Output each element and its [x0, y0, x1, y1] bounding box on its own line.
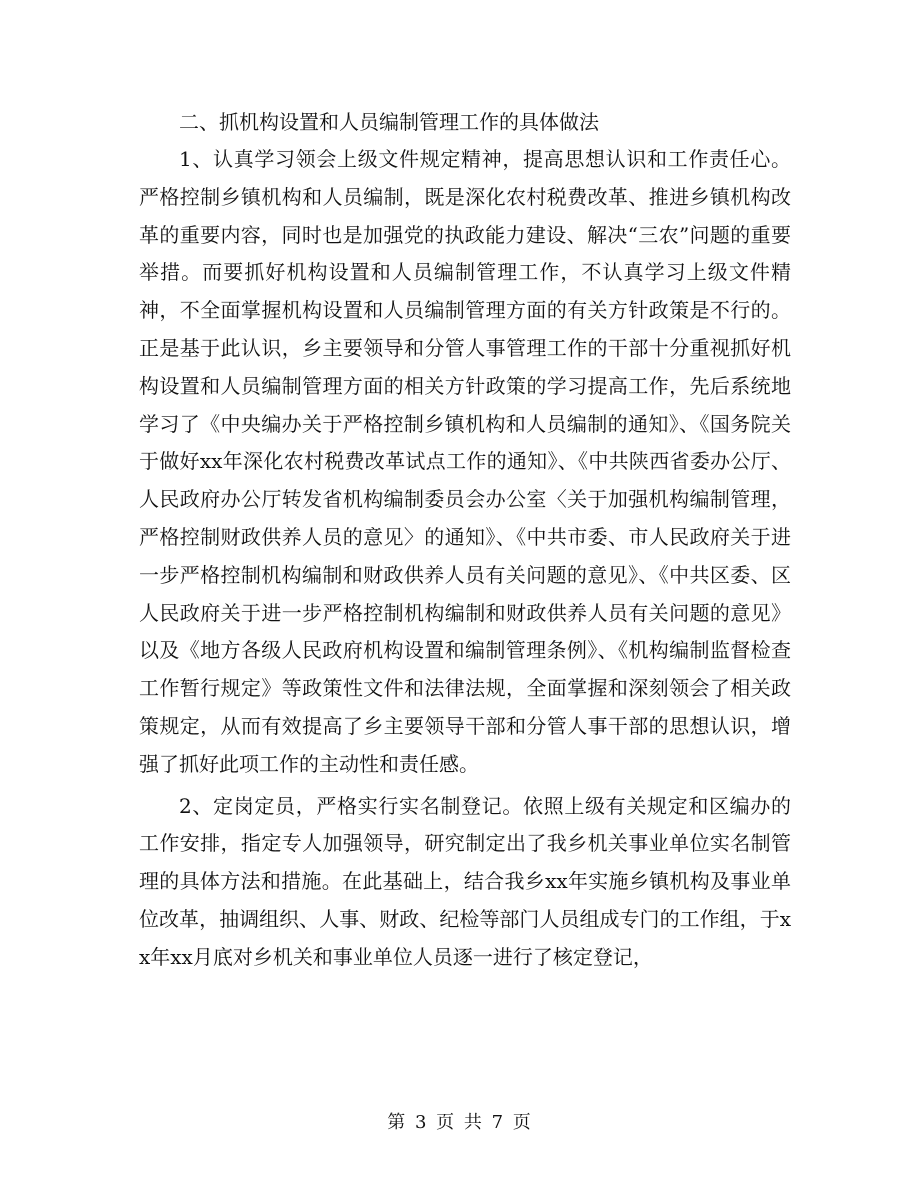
paragraph-1: 1、认真学习领会上级文件规定精神，提高思想认识和工作责任心。严格控制乡镇机构和人员编制，既是深化农村税费改革、推进乡镇机构改革的重要内容，同时也是加强党的执政能力建设、解决“三农”问题的重要举措。而要抓好机构设置和人员编制管理工作，不认真学习上级文件精神，不全面掌握机构设置和人员编制管理方面的有关方针政策是不行的。正是基于此认识，乡主要领导和分管人事管理工作的干部十分重视抓好机构设置和人员编制管理方面的相关方针政策的学习提高工作，先后系统地学习了《中央编办关于严格控制乡镇机构和人员编制的通知》、《国务院关于做好xx年深化农村税费改革试点工作的通知》、《中共陕西省委办公厅、人民政府办公厅转发省机构编制委员会办公室〈关于加强机构编制管理，严格控制财政供养人员的意见〉的通知》、《中共市委、市人民政府关于进一步严格控制机构编制和财政供养人员有关问题的意见》、《中共区委、区人民政府关于进一步严格控制机构编制和财政供养人员有关问题的意见》以及《地方各级人民政府机构设置和编制管理条例》、《机构编制监督检查工作暂行规定》等政策性文件和法律法规，全面掌握和深刻领会了相关政策规定，从而有效提高了乡主要领导干部和分管人事干部的思想认识，增强了抓好此项工作的主动性和责任感。: [139, 147, 791, 776]
document-body: [139, 104, 791, 977]
paragraph-2: 2、定岗定员，严格实行实名制登记。依照上级有关规定和区编办的工作安排，指定专人加强领导，研究制定出了我乡机关事业单位实名制管理的具体方法和措施。在此基础上，结合我乡xx年实施乡镇机构及事业单位改革，抽调组织、人事、财政、纪检等部门人员组成专门的工作组，于xx年xx月底对乡机关和事业单位人员逐一进行了核定登记，: [139, 793, 791, 969]
page-number-footer: 第 3 页 共 7 页: [387, 1112, 533, 1133]
section-heading: 二、抓机构设置和人员编制管理工作的具体做法: [179, 110, 599, 134]
